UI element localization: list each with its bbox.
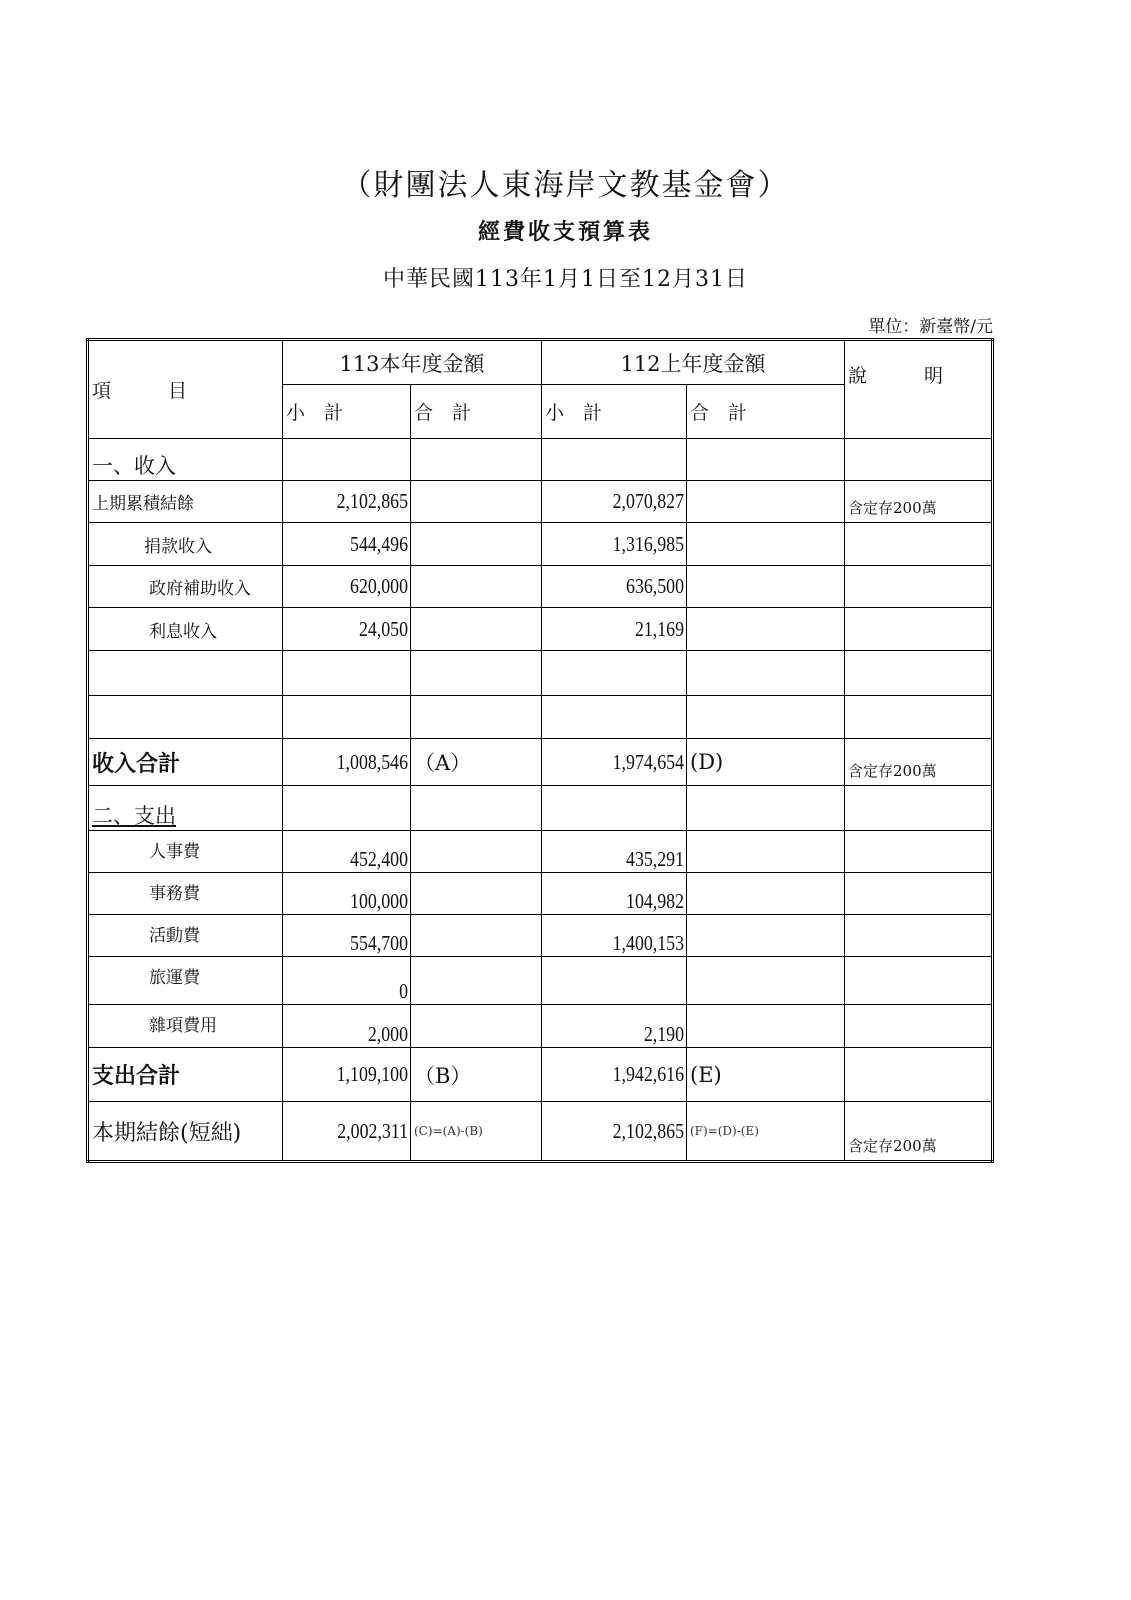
current-total	[411, 481, 542, 523]
current-subtotal: 452,400	[302, 831, 411, 873]
current-total: （B）	[411, 1048, 542, 1102]
row-item: 本期結餘(短絀)	[88, 1102, 283, 1162]
previous-subtotal	[563, 651, 686, 696]
row-note	[845, 608, 993, 651]
row-item	[88, 651, 283, 696]
row-note	[845, 915, 993, 957]
current-total	[411, 651, 542, 696]
previous-total: (F)=(D)-(E)	[687, 1102, 845, 1162]
row-item: 政府補助收入	[88, 566, 283, 608]
previous-subtotal: 21,169	[563, 608, 686, 651]
current-total	[411, 439, 542, 481]
row-note	[845, 523, 993, 566]
current-subtotal: 544,496	[302, 523, 411, 566]
previous-subtotal: 1,400,153	[563, 915, 686, 957]
current-total	[411, 566, 542, 608]
previous-subtotal: 1,316,985	[563, 523, 686, 566]
previous-total	[687, 786, 845, 831]
row-item: 活動費	[88, 915, 283, 957]
previous-subtotal: 104,982	[563, 873, 686, 915]
previous-total	[687, 915, 845, 957]
header-previous-subtotal: 小 計	[542, 385, 687, 439]
previous-total	[687, 566, 845, 608]
current-total	[411, 831, 542, 873]
currency-unit: 單位：新臺幣/元	[868, 317, 993, 337]
table-row	[88, 873, 993, 915]
current-subtotal: 1,008,546	[302, 739, 411, 786]
current-subtotal: 1,109,100	[302, 1048, 411, 1102]
current-subtotal: 24,050	[302, 608, 411, 651]
row-item: 旅運費	[88, 957, 283, 1005]
header-current-total: 合 計	[411, 385, 542, 439]
current-subtotal: 554,700	[302, 915, 411, 957]
table-row	[88, 739, 993, 786]
previous-subtotal	[563, 957, 686, 1005]
row-note: 含定存200萬	[845, 1102, 993, 1162]
previous-subtotal: 636,500	[563, 566, 686, 608]
row-note	[845, 786, 993, 831]
budget-table	[86, 338, 994, 1163]
current-total	[411, 957, 542, 1005]
previous-subtotal	[563, 786, 686, 831]
previous-subtotal: 2,102,865	[563, 1102, 686, 1162]
table-row	[88, 523, 993, 566]
previous-subtotal	[563, 696, 686, 739]
current-total: (C)=(A)-(B)	[411, 1102, 542, 1162]
row-item: 上期累積結餘	[88, 481, 283, 523]
row-note	[845, 1005, 993, 1048]
current-total	[411, 608, 542, 651]
table-row	[88, 786, 993, 831]
row-note	[845, 696, 993, 739]
table-row	[88, 1048, 993, 1102]
header-previous-total: 合 計	[687, 385, 845, 439]
row-item: 收入合計	[88, 739, 283, 786]
row-note: 含定存200萬	[845, 481, 993, 523]
row-item: 人事費	[88, 831, 283, 873]
document-subtitle: 經費收支預算表	[477, 219, 653, 245]
current-total	[411, 523, 542, 566]
current-subtotal	[302, 651, 411, 696]
header-current-year: 113本年度金額	[283, 340, 542, 385]
previous-total	[687, 831, 845, 873]
header-item: 項 目	[88, 340, 283, 439]
header-previous-year: 112上年度金額	[542, 340, 845, 385]
previous-total	[687, 651, 845, 696]
table-row	[88, 915, 993, 957]
row-item: 捐款收入	[88, 523, 283, 566]
current-total	[411, 696, 542, 739]
row-item	[88, 696, 283, 739]
row-item: 利息收入	[88, 608, 283, 651]
row-note	[845, 439, 993, 481]
table-row	[88, 651, 993, 696]
table-row	[88, 566, 993, 608]
current-subtotal: 620,000	[302, 566, 411, 608]
document-title: （財團法人東海岸文教基金會）	[341, 168, 790, 203]
table-row	[88, 1102, 993, 1162]
table-row	[88, 481, 993, 523]
current-total	[411, 1005, 542, 1048]
current-subtotal: 100,000	[302, 873, 411, 915]
header-current-subtotal: 小 計	[283, 385, 411, 439]
row-note	[845, 566, 993, 608]
period: 中華民國113年1月1日至12月31日	[383, 267, 748, 292]
previous-total	[687, 608, 845, 651]
row-note	[845, 651, 993, 696]
row-item: 支出合計	[88, 1048, 283, 1102]
previous-subtotal: 435,291	[563, 831, 686, 873]
current-total: （A）	[411, 739, 542, 786]
table-row	[88, 608, 993, 651]
table-row	[88, 957, 993, 1005]
previous-total	[687, 481, 845, 523]
previous-total	[687, 873, 845, 915]
previous-total	[687, 1005, 845, 1048]
table-row	[88, 831, 993, 873]
row-item: 一、收入	[88, 439, 283, 481]
current-subtotal: 2,000	[302, 1005, 411, 1048]
row-note	[845, 873, 993, 915]
current-subtotal: 0	[302, 957, 411, 1005]
previous-total: (D)	[687, 739, 845, 786]
current-total	[411, 915, 542, 957]
previous-subtotal: 1,942,616	[563, 1048, 686, 1102]
row-note: 含定存200萬	[845, 739, 993, 786]
previous-subtotal: 2,070,827	[563, 481, 686, 523]
previous-subtotal: 2,190	[563, 1005, 686, 1048]
table-row	[88, 696, 993, 739]
header-note: 說 明	[845, 340, 993, 439]
previous-subtotal: 1,974,654	[563, 739, 686, 786]
current-total	[411, 786, 542, 831]
previous-total	[687, 523, 845, 566]
previous-total	[687, 696, 845, 739]
previous-subtotal	[563, 439, 686, 481]
previous-total: (E)	[687, 1048, 845, 1102]
current-subtotal: 2,002,311	[302, 1102, 411, 1162]
table-row	[88, 1005, 993, 1048]
current-total	[411, 873, 542, 915]
current-subtotal	[302, 696, 411, 739]
row-note	[845, 831, 993, 873]
current-subtotal	[302, 439, 411, 481]
row-item: 雜項費用	[88, 1005, 283, 1048]
row-item: 事務費	[88, 873, 283, 915]
row-note	[845, 957, 993, 1005]
current-subtotal: 2,102,865	[302, 481, 411, 523]
current-subtotal	[302, 786, 411, 831]
previous-total	[687, 439, 845, 481]
table-row	[88, 439, 993, 481]
row-note	[845, 1048, 993, 1102]
row-item: 二、支出	[88, 786, 283, 831]
previous-total	[687, 957, 845, 1005]
